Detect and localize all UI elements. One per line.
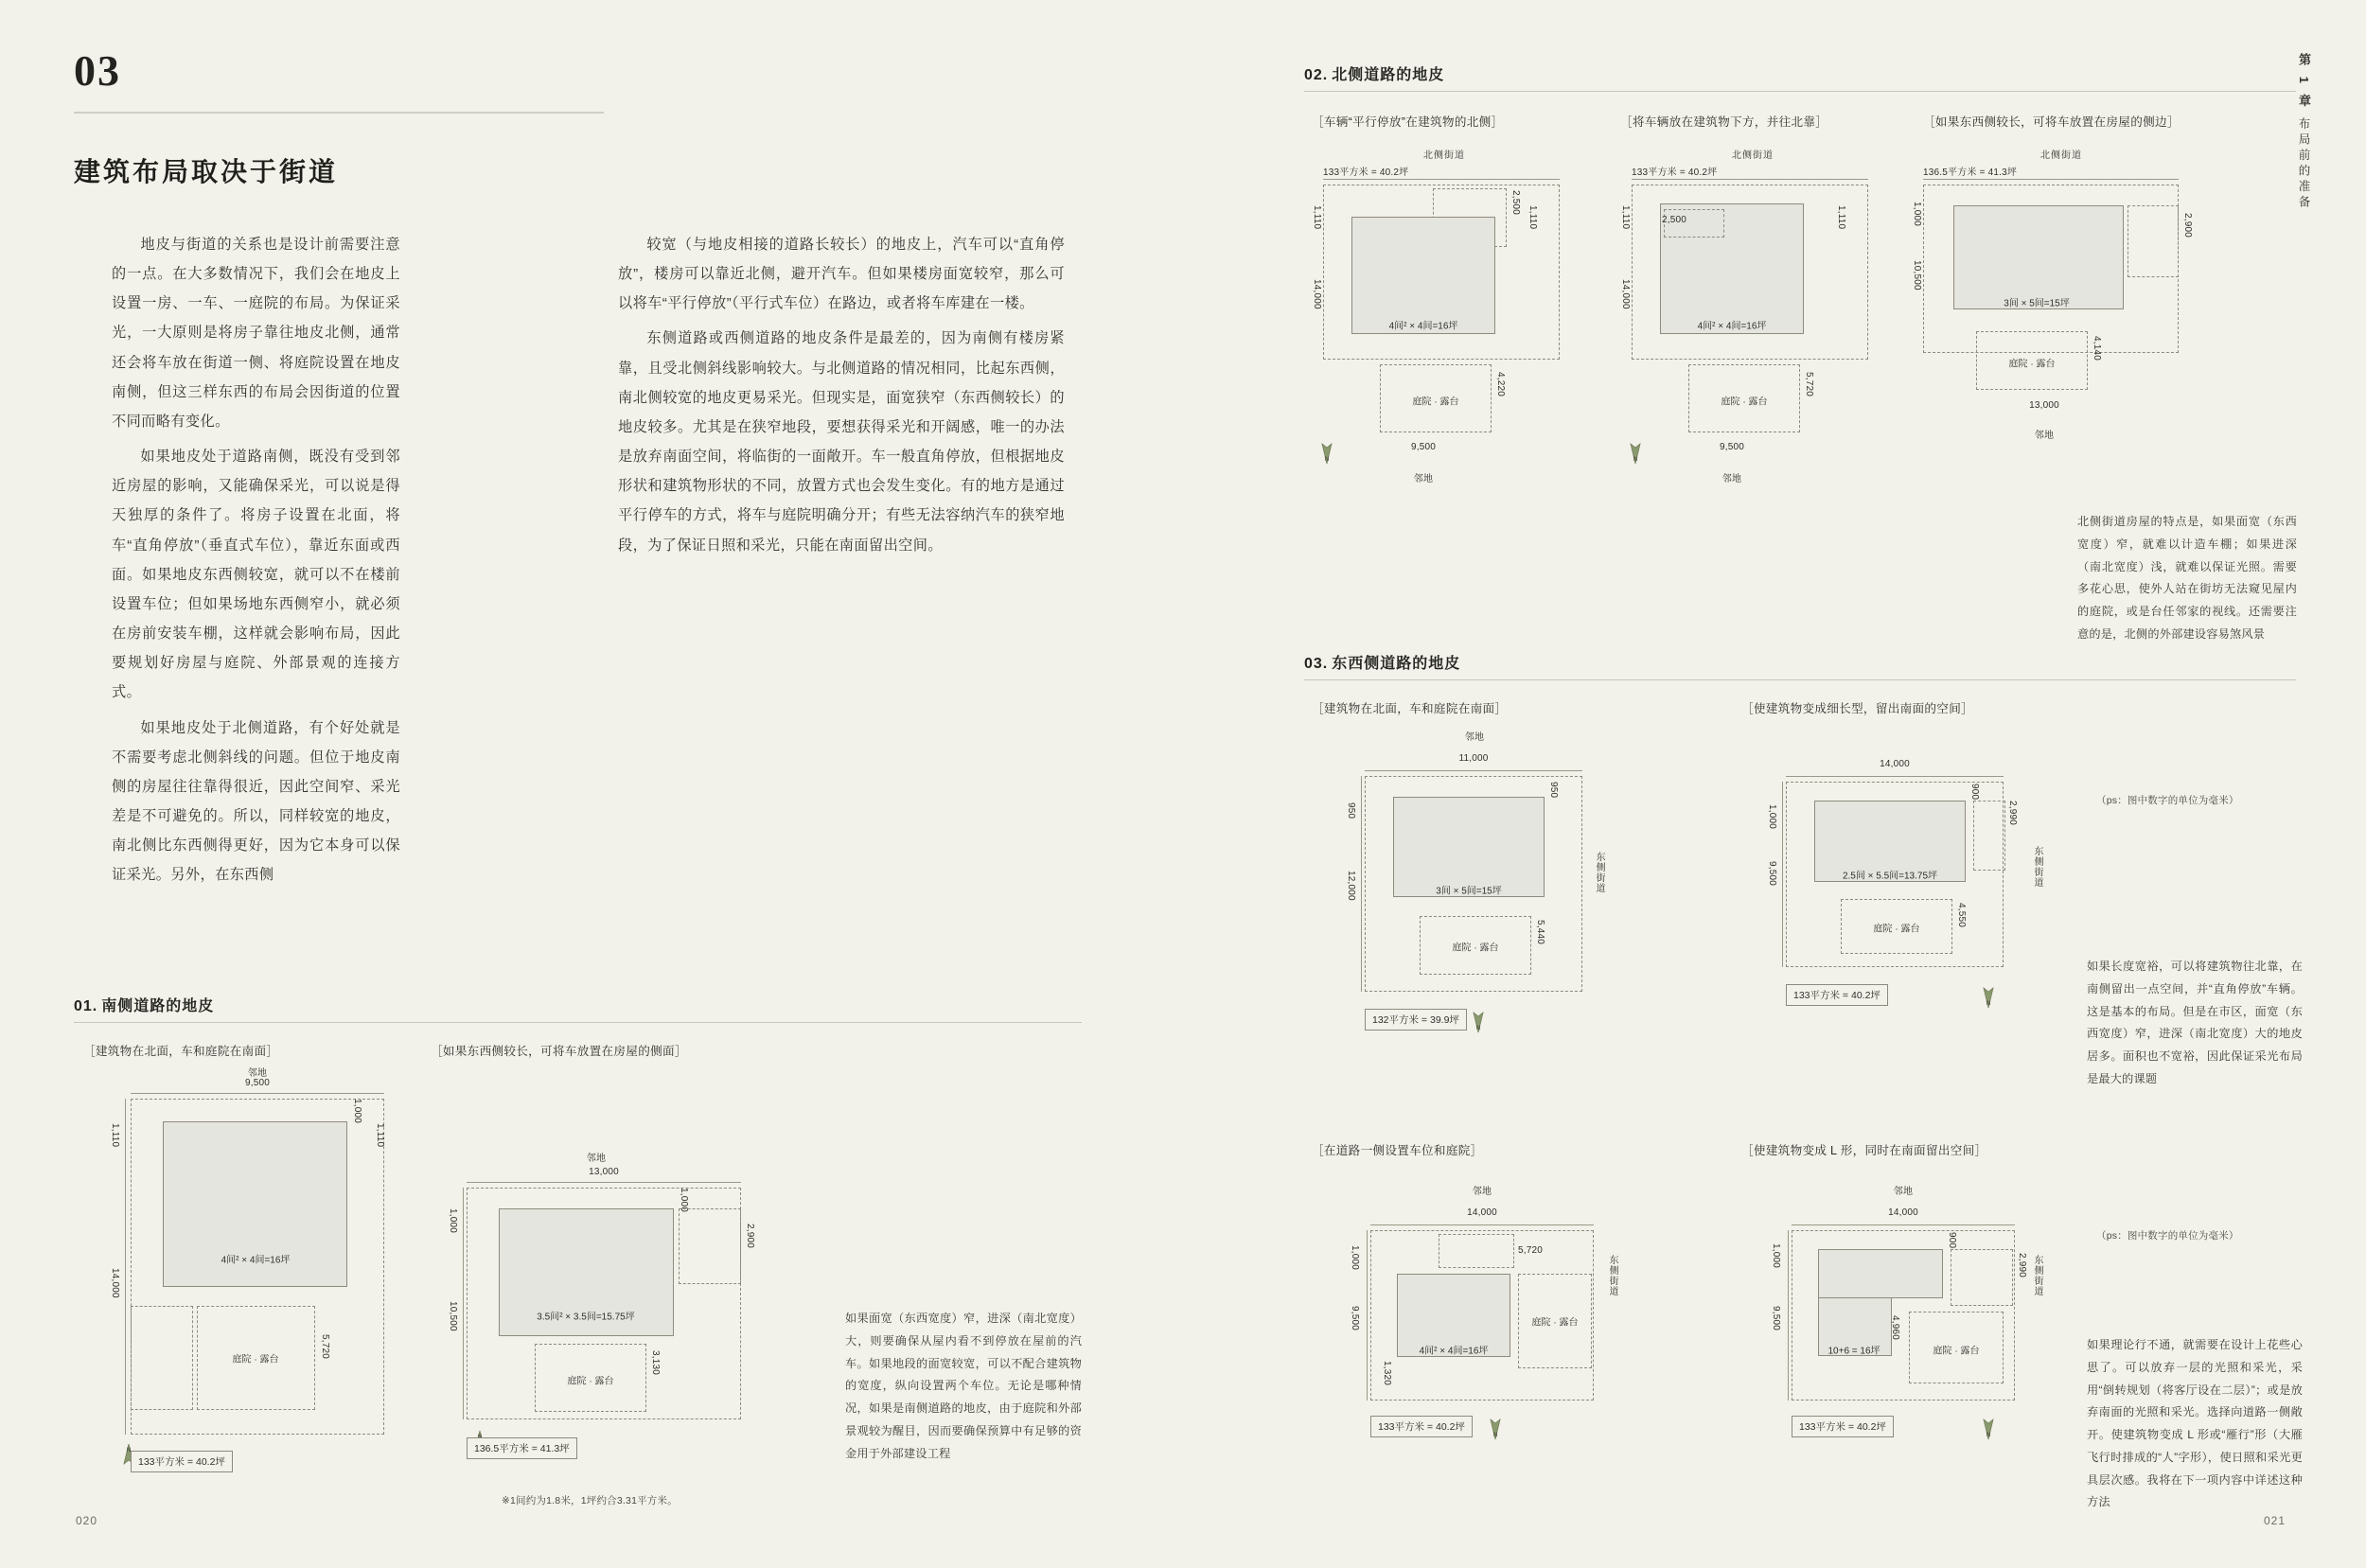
dim-right-offset: 1,110 xyxy=(1527,205,1538,230)
north-arrow-icon xyxy=(1979,1416,1998,1440)
dim-left-offset: 950 xyxy=(1346,802,1356,819)
svg-text:N: N xyxy=(1475,1026,1481,1031)
courtyard-dim: 4,140 xyxy=(2092,336,2102,361)
building-area-label: 4间² × 4间=16坪 xyxy=(221,1255,291,1266)
page-title: 建筑布局取决于街道 xyxy=(74,157,339,186)
title-divider xyxy=(74,112,604,114)
dim-left-offset: 1,000 xyxy=(1350,1245,1360,1271)
figure-03-heading xyxy=(1304,651,1460,673)
dim-width-top: 14,000 xyxy=(1467,1207,1497,1218)
dim-width-top: 14,000 xyxy=(1880,759,1910,769)
dim-left-offset: 1,000 xyxy=(1912,202,1922,227)
parking-dim: 2,500 xyxy=(1510,190,1521,216)
chapter-tab-chapter: 第 1 章 xyxy=(2297,53,2311,111)
body-column-left xyxy=(112,230,400,895)
dim-line-left xyxy=(125,1099,126,1435)
courtyard-label: 庭院 · 露台 xyxy=(1531,1317,1579,1329)
figure-01-number: 01. xyxy=(74,998,98,1014)
page-number-left: 020 xyxy=(76,1514,98,1527)
dim-b: 5,720 xyxy=(1518,1245,1544,1256)
building-area-label: 4间² × 4间=16坪 xyxy=(1388,321,1458,332)
street-label: 东侧街道 xyxy=(1594,852,1604,893)
figure-02-plan-3 xyxy=(1912,147,2205,506)
north-arrow-icon xyxy=(1486,1416,1505,1440)
figure-03-caption-4: ［使建筑物变成 L 形，同时在南面留出空间］ xyxy=(1741,1144,1987,1157)
dim-right-offset: 1,110 xyxy=(1836,205,1846,230)
figure-03-caption-1: ［建筑物在北面，车和庭院在南面］ xyxy=(1312,702,1508,715)
figure-03-plan-2 xyxy=(1746,748,2068,1069)
courtyard-dim: 4,550 xyxy=(1956,903,1967,928)
body-column-right xyxy=(618,230,1065,566)
courtyard-label: 庭院 · 露台 xyxy=(1873,924,1920,935)
dim-left-offset: 1,000 xyxy=(1767,804,1777,830)
dim-left-offset: 1,000 xyxy=(448,1208,458,1234)
neighbor-label: 邻地 xyxy=(1893,1187,1914,1197)
building-footprint xyxy=(1953,205,2124,309)
figure-02-number: 02. xyxy=(1304,67,1329,83)
site-area-top: 136.5平方米 = 41.3坪 xyxy=(1923,167,2018,178)
neighbor-label: 邻地 xyxy=(247,1068,268,1079)
paragraph: 东侧道路或西侧道路的地皮条件是最差的，因为南侧有楼房紧靠，且受北侧斜线影响较大。与北侧道路的情况相同，比起东西侧，南北侧较宽的地皮更易采光。但现实是，面宽狭窄（东西侧较长）的地皮较多。尤其是在狭窄地段，要想获得采光和开阔感，唯一的办法是放弃南面空间，将临街的一面敞开。车一般直角停放，但根据地皮形状和建筑物形状的不同，放置方式也会发生变化。有的地方是通过平行停车的方式，将车与庭院明确分开；有些无法容纳汽车的狭窄地段，为了保证日照和采光，只能在南面留出空间。 xyxy=(618,330,1065,554)
courtyard-dim: 4,960 xyxy=(1890,1315,1900,1341)
courtyard-label: 庭院 · 露台 xyxy=(2008,359,2056,370)
street-label: 东侧街道 xyxy=(2032,1255,2042,1296)
figure-01-divider xyxy=(74,1022,1082,1023)
building-area-label: 4间² × 4间=16坪 xyxy=(1697,321,1767,332)
building-footprint xyxy=(1351,217,1495,334)
courtyard-dim: 5,720 xyxy=(320,1334,330,1360)
street-label: 北侧街道 xyxy=(2040,150,2082,161)
side-dim: 2,900 xyxy=(745,1224,755,1249)
figure-03-plan-4 xyxy=(1746,1183,2068,1495)
dim-site-height: 9,500 xyxy=(1771,1306,1781,1331)
dim-width-bottom: 9,500 xyxy=(1719,442,1745,452)
paragraph: 如果地皮处于北侧道路，有个好处就是不需要考虑北侧斜线的问题。但位于地皮南侧的房屋往往靠得很近，因此空间窄、采光差是不可避免的。所以，同样较宽的地皮，南北侧比东西侧得更好，因为它本身可以保证采光。另外，在东西侧 xyxy=(112,719,400,884)
dim-line-top xyxy=(1923,179,2179,180)
dim-width-top: 13,000 xyxy=(589,1167,619,1177)
side-dim: 2,990 xyxy=(2017,1253,2027,1278)
svg-text:N: N xyxy=(1986,1001,1991,1007)
figure-01-caption-left: ［建筑物在北面，车和庭院在南面］ xyxy=(83,1045,279,1058)
figure-03-divider xyxy=(1304,679,2296,680)
dim-a: 950 xyxy=(1548,782,1559,799)
dim-right-top: 1,000 xyxy=(352,1099,362,1124)
north-arrow-icon xyxy=(1317,440,1336,465)
svg-text:N: N xyxy=(1492,1433,1498,1438)
courtyard-dim: 3,130 xyxy=(650,1350,661,1376)
figure-02-plan-2 xyxy=(1620,147,1904,544)
paragraph: 较宽（与地皮相接的道路长较长）的地皮上，汽车可以“直角停放”，楼房可以靠近北侧，避开汽车。但如果楼房面宽较窄，那么可以将车“平行停放”（平行式车位）在路边，或者将车库建在一楼。 xyxy=(618,237,1065,312)
figure-03-caption-2: ［使建筑物变成细长型，留出南面的空间］ xyxy=(1741,702,1973,715)
dim-line-top xyxy=(1632,179,1868,180)
building-area-label: 3间 × 5间=15坪 xyxy=(2004,298,2070,309)
figure-02-caption-3: ［如果东西侧较长，可将车放置在房屋的侧边］ xyxy=(1923,115,2180,129)
dim-site-height: 9,500 xyxy=(1350,1306,1360,1331)
site-area-label: 133平方米 = 40.2坪 xyxy=(1792,1416,1894,1437)
figure-01-footnote: ※1间约为1.8米，1坪约合3.31平方米。 xyxy=(502,1495,678,1506)
figure-02-heading xyxy=(1304,62,1444,84)
figure-01-plan-right xyxy=(431,1150,771,1495)
neighbor-label: 邻地 xyxy=(1413,474,1434,484)
dim-width-bottom: 9,500 xyxy=(1410,442,1437,452)
figure-03-note-1: 如果长度宽裕，可以将建筑物往北靠，在南侧留出一点空间，并“直角停放”车辆。这是基本的布局。但是在市区，面宽（东西宽度）窄，进深（南北宽度）大的地皮居多。面积也不宽裕，因此保证采光布局是最大的课题 xyxy=(2087,960,2303,1085)
dim-line-top xyxy=(131,1093,384,1094)
dim-line-left xyxy=(1361,776,1362,992)
svg-text:N: N xyxy=(1986,1433,1991,1438)
courtyard-dim: 1,320 xyxy=(1382,1361,1392,1386)
neighbor-label: 邻地 xyxy=(2034,431,2055,441)
site-area-label: 133平方米 = 40.2坪 xyxy=(1370,1416,1473,1437)
figure-02-caption-2: ［将车辆放在建筑物下方，并往北靠］ xyxy=(1620,115,1828,129)
parking-area xyxy=(2128,205,2179,277)
dim-line-left xyxy=(1367,1230,1368,1401)
figure-02-note: 北侧街道房屋的特点是，如果面宽（东西宽度）窄，就难以计造车棚；如果进深（南北宽度）浅，就难以保证光照。需要多花心思，使外人站在街坊无法窥见屋内的庭院，或是台任邻家的视线。还需要注意的是，北侧的外部建设容易煞风景 xyxy=(2077,515,2297,641)
building-area-label: 3.5间² × 3.5间=15.75坪 xyxy=(537,1312,635,1323)
figure-01-heading xyxy=(74,994,214,1015)
dim-site-height: 12,000 xyxy=(1346,871,1356,901)
neighbor-label: 邻地 xyxy=(1472,1187,1492,1197)
dim-right-offset: 1,110 xyxy=(375,1123,385,1148)
svg-text:N: N xyxy=(1324,457,1330,463)
dim-a: 900 xyxy=(1969,784,1980,801)
dim-line-left xyxy=(463,1188,464,1419)
dim-a: 900 xyxy=(1947,1232,1957,1249)
courtyard-label: 庭院 · 露台 xyxy=(232,1354,279,1365)
figure-03-number: 03. xyxy=(1304,656,1329,672)
dim-left-offset: 1,000 xyxy=(1771,1243,1781,1269)
dim-line-left xyxy=(1788,1230,1789,1401)
street-label: 东侧街道 xyxy=(1607,1255,1617,1296)
courtyard-label: 庭院 · 露台 xyxy=(567,1376,614,1387)
parking-dim: 2,500 xyxy=(1662,215,1687,225)
unit-note-bottom: （ps：图中数字的单位为毫米） xyxy=(2096,1230,2239,1242)
dim-line-top xyxy=(1786,776,2004,777)
parking-area xyxy=(1951,1249,2013,1306)
dim-left-offset: 1,110 xyxy=(1620,205,1631,230)
site-area-label: 136.5平方米 = 41.3坪 xyxy=(467,1437,577,1459)
north-arrow-icon xyxy=(1469,1009,1488,1033)
courtyard-dim: 5,440 xyxy=(1535,920,1545,945)
dim-site-height: 9,500 xyxy=(1767,861,1777,887)
figure-02-title: 北侧道路的地皮 xyxy=(1332,67,1445,83)
courtyard-label: 庭院 · 露台 xyxy=(1452,943,1499,954)
svg-text:N: N xyxy=(1633,457,1638,463)
courtyard-dim: 5,720 xyxy=(1804,372,1814,397)
building-area-label: 4间² × 4间=16坪 xyxy=(1419,1346,1489,1357)
figure-02-caption-1: ［车辆“平行停放”在建筑物的北侧］ xyxy=(1312,115,1504,129)
page-number-right: 021 xyxy=(2264,1514,2287,1527)
figure-03-plan-1 xyxy=(1325,729,1647,1088)
dim-left-offset: 1,110 xyxy=(110,1123,120,1148)
building-footprint-wing-a xyxy=(1818,1249,1943,1298)
dim-width-top: 9,500 xyxy=(244,1078,271,1088)
north-arrow-icon xyxy=(1626,440,1645,465)
paragraph: 地皮与街道的关系也是设计前需要注意的一点。在大多数情况下，我们会在地皮上设置一房、一车、一庭院的布局。为保证采光，一大原则是将房子靠往地皮北侧，通常还会将车放在街道一侧、将庭院设置在地皮南侧，但这三样东西的布局会因街道的位置不同而略有变化。 xyxy=(112,237,400,430)
figure-03-title: 东西侧道路的地皮 xyxy=(1332,656,1461,672)
dim-line-top xyxy=(1365,770,1582,771)
dim-site-height: 10,500 xyxy=(448,1301,458,1331)
street-label: 北侧街道 xyxy=(1732,150,1774,161)
neighbor-label: 邻地 xyxy=(1464,732,1485,743)
site-area-label: 133平方米 = 40.2坪 xyxy=(1786,984,1888,1006)
site-area-top: 133平方米 = 40.2坪 xyxy=(1323,167,1409,178)
dim-line-top xyxy=(1370,1224,1594,1225)
dim-site-height: 14,000 xyxy=(110,1268,120,1298)
neighbor-label: 邻地 xyxy=(586,1154,607,1164)
dim-width-top: 14,000 xyxy=(1888,1207,1918,1218)
figure-01-note: 如果面宽（东西宽度）窄，进深（南北宽度）大，则要确保从屋内看不到停放在屋前的汽车。如果地段的面宽较宽，可以不配合建筑物的宽度，纵向设置两个车位。无论是哪种情况，如果是南侧道路的地皮，由于庭院和外部景观较为醒目，因而要确保预算中有足够的资金用于外部建设工程 xyxy=(845,1312,1082,1460)
side-dim: 2,900 xyxy=(2182,213,2193,238)
figure-01-title: 南侧道路的地皮 xyxy=(101,998,215,1014)
building-area-label: 10+6 = 16坪 xyxy=(1827,1346,1880,1357)
unit-note-top: （ps：图中数字的单位为毫米） xyxy=(2096,795,2239,806)
building-area-label: 3间 × 5间=15坪 xyxy=(1436,886,1502,897)
street-label: 东侧街道 xyxy=(2032,846,2042,888)
dim-site-height: 14,000 xyxy=(1312,279,1322,309)
north-arrow-icon xyxy=(1979,984,1998,1009)
dim-width-bottom: 13,000 xyxy=(2029,400,2059,411)
dim-left-offset: 1,110 xyxy=(1312,205,1322,230)
figure-03-plan-3 xyxy=(1325,1183,1647,1495)
dim-site-height: 14,000 xyxy=(1620,279,1631,309)
dim-line-top xyxy=(467,1182,741,1183)
figure-02-plan-1 xyxy=(1312,147,1596,544)
chapter-number: 03 xyxy=(74,46,121,95)
parking-area xyxy=(131,1306,193,1410)
parking-area xyxy=(1439,1234,1514,1268)
dim-width-top: 11,000 xyxy=(1458,753,1489,764)
figure-03-note-2: 如果理论行不通，就需要在设计上花些心思了。可以放弃一层的光照和采光，采用“倒转规划（将客厅设在二层）”；或是放弃南面的光照和采光。选择向道路一侧敞开。使建筑物变成 L 形或“雁行”形（大雁飞行时排成的“人”字形），使日照和采光更具层次感。我将在下一项内容中详述这种方法 xyxy=(2087,1338,2303,1509)
site-area-label: 132平方米 = 39.9坪 xyxy=(1365,1009,1467,1031)
courtyard-label: 庭院 · 露台 xyxy=(1721,396,1768,408)
street-label: 北侧街道 xyxy=(1423,150,1465,161)
parking-area xyxy=(679,1208,741,1284)
dim-site-height: 10,500 xyxy=(1912,260,1922,291)
side-dim: 2,990 xyxy=(2007,801,2018,826)
dim-line-top xyxy=(1323,179,1560,180)
figure-02-divider xyxy=(1304,91,2296,92)
dim-line-left xyxy=(1782,782,1783,967)
figure-01-plan-left xyxy=(95,1065,407,1490)
figure-01-caption-right: ［如果东西侧较长，可将车放置在房屋的侧面］ xyxy=(431,1045,687,1058)
courtyard-dim: 4,220 xyxy=(1495,372,1506,397)
chapter-tab xyxy=(2293,53,2313,211)
parking-area xyxy=(1973,801,2005,871)
courtyard-label: 庭院 · 露台 xyxy=(1412,396,1459,408)
svg-text:N: N xyxy=(126,1448,132,1453)
site-area-top: 133平方米 = 40.2坪 xyxy=(1632,167,1718,178)
chapter-tab-title: 布局前的准备 xyxy=(2297,116,2310,211)
figure-03-caption-3: ［在道路一侧设置车位和庭院］ xyxy=(1312,1144,1483,1157)
site-area-label: 133平方米 = 40.2坪 xyxy=(131,1451,233,1472)
courtyard-label: 庭院 · 露台 xyxy=(1933,1346,1980,1357)
building-area-label: 2.5间 × 5.5间=13.75坪 xyxy=(1842,871,1938,882)
dim-small-top: 1,000 xyxy=(679,1188,689,1213)
paragraph: 如果地皮处于道路南侧，既没有受到邻近房屋的影响，又能确保采光，可以说是得天独厚的条件了。将房子设置在北面，将车“直角停放”（垂直式车位），靠近东面或西面。如果地皮东西侧较宽，就可以不在楼前设置车位；但如果场地东西侧窄小，就必须在房前安装车棚，这样就会影响布局，因此要规划好房屋与庭院、外部景观的连接方式。 xyxy=(112,449,400,701)
neighbor-label: 邻地 xyxy=(1722,474,1742,484)
dim-line-top xyxy=(1792,1224,2015,1225)
